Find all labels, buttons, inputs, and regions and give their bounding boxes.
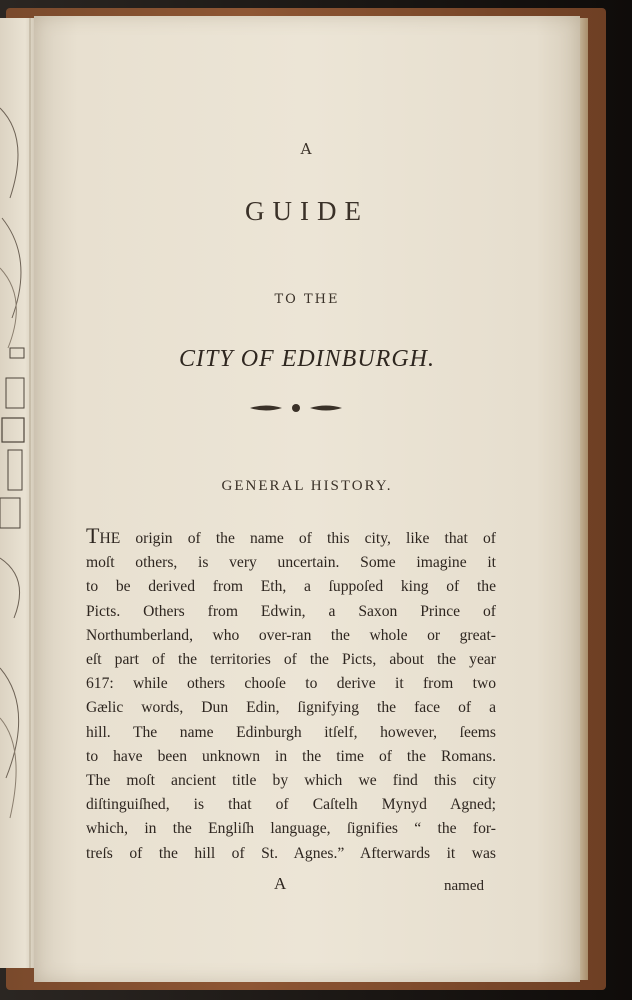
body-line: hill. The name Edinburgh itſelf, however, ſeems xyxy=(86,723,496,741)
body-line: diſtinguiſhed, is that of Caſtelh Mynyd Agned; xyxy=(86,796,496,814)
catchword: named xyxy=(444,878,484,894)
map-drawing xyxy=(0,18,36,968)
body-line: Gælic words, Dun Edin, ſignifying the face of a xyxy=(86,699,496,717)
body-line: to have been unknown in the time of the Romans. xyxy=(86,747,496,765)
body-line: 617: while others chooſe to derive it from two xyxy=(86,675,496,693)
section-heading: GENERAL HISTORY. xyxy=(221,478,393,494)
body-text xyxy=(86,524,496,866)
body-line: The moſt ancient title by which we find this city xyxy=(86,772,496,790)
book-page xyxy=(34,16,580,982)
title-city: CITY OF EDINBURGH. xyxy=(179,346,435,372)
body-line: Northumberland, who over-ran the whole or great- xyxy=(86,626,496,644)
body-line: THE origin of the name of this city, like that of xyxy=(86,523,496,548)
body-line: eſt part of the territories of the Picts, about the year xyxy=(86,651,496,669)
body-line: to be derived from Eth, a ſuppoſed king of the xyxy=(86,578,496,596)
body-line: which, in the Engliſh language, ſignifies “ the for- xyxy=(86,820,496,838)
ornament-divider xyxy=(246,400,346,416)
folded-map-page xyxy=(0,18,37,968)
body-line: moſt others, is very uncertain. Some imagine it xyxy=(86,554,496,572)
drop-letter: T xyxy=(86,523,100,548)
signature-mark: A xyxy=(274,874,287,893)
body-line: Picts. Others from Edwin, a Saxon Prince of xyxy=(86,602,496,620)
body-line: treſs of the hill of St. Agnes.” Afterwards it was xyxy=(86,844,496,862)
title-to-the: TO THE xyxy=(274,292,340,307)
title-article: A xyxy=(300,140,314,158)
title-guide: GUIDE xyxy=(245,196,369,226)
